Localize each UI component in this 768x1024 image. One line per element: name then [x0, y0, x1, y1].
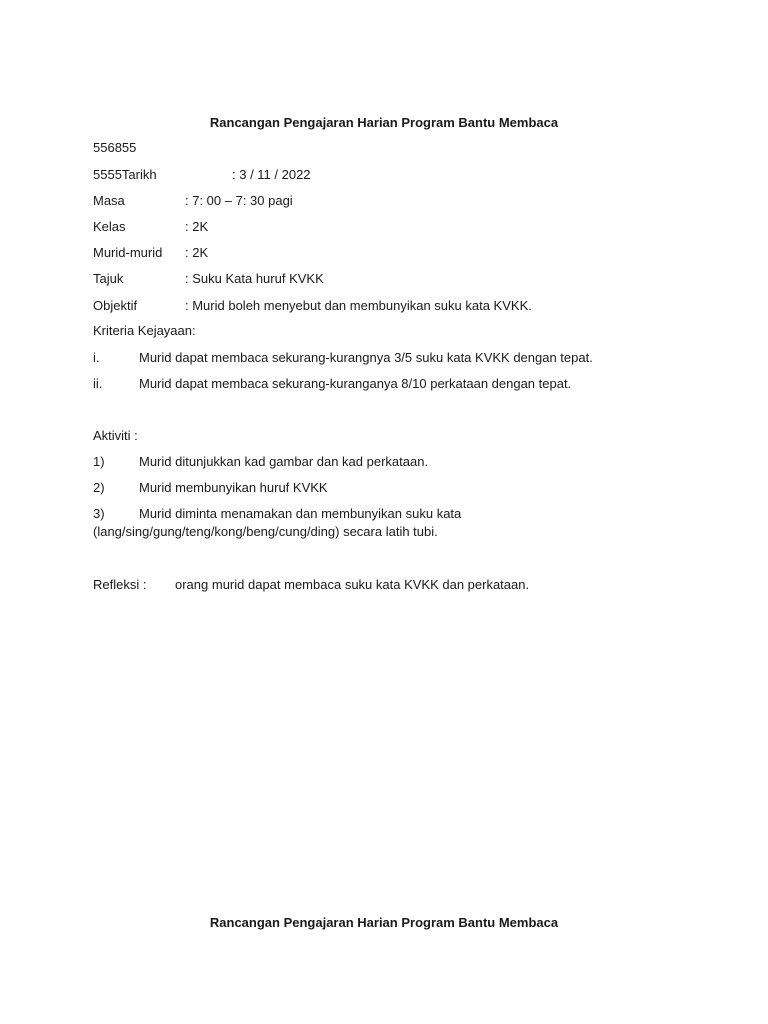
- activities-heading: Aktiviti :: [93, 428, 138, 443]
- criteria-heading: Kriteria Kejayaan:: [93, 323, 196, 338]
- criteria-number: i.: [93, 350, 100, 365]
- criteria-text: Murid dapat membaca sekurang-kuranganya 8/10 perkataan dengan tepat.: [139, 376, 572, 391]
- activity-continuation: (lang/sing/gung/teng/kong/beng/cung/ding) secara latih tubi.: [93, 524, 438, 539]
- reflection-text: orang murid dapat membaca suku kata KVKK dan perkataan.: [175, 577, 530, 592]
- field-value-masa: : 7: 00 – 7: 30 pagi: [185, 193, 293, 208]
- field-value-tajuk: : Suku Kata huruf KVKK: [185, 271, 324, 286]
- field-value-objektif: : Murid boleh menyebut dan membunyikan suku kata KVKK.: [185, 298, 532, 313]
- criteria-number: ii.: [93, 376, 103, 391]
- footer-title: Rancangan Pengajaran Harian Program Bantu Membaca: [209, 915, 559, 930]
- field-label-murid: Murid-murid: [93, 245, 163, 260]
- activity-number: 3): [93, 506, 105, 521]
- document-code: 556855: [93, 140, 137, 155]
- field-label-tajuk: Tajuk: [93, 271, 124, 286]
- reflection-label: Refleksi :: [93, 577, 147, 592]
- page-title: Rancangan Pengajaran Harian Program Bantu Membaca: [209, 115, 559, 130]
- field-value-kelas: : 2K: [185, 219, 209, 234]
- activity-text: Murid ditunjukkan kad gambar dan kad perkataan.: [139, 454, 429, 469]
- activity-text: Murid membunyikan huruf KVKK: [139, 480, 328, 495]
- field-value-murid: : 2K: [185, 245, 209, 260]
- field-label-objektif: Objektif: [93, 298, 138, 313]
- field-label-masa: Masa: [93, 193, 125, 208]
- date-value: : 3 / 11 / 2022: [232, 167, 311, 182]
- date-label: 5555Tarikh: [93, 167, 157, 182]
- field-label-kelas: Kelas: [93, 219, 126, 234]
- activity-text: Murid diminta menamakan dan membunyikan suku kata: [139, 506, 462, 521]
- activity-number: 1): [93, 454, 105, 469]
- activity-number: 2): [93, 480, 105, 495]
- criteria-text: Murid dapat membaca sekurang-kurangnya 3/5 suku kata KVKK dengan tepat.: [139, 350, 593, 365]
